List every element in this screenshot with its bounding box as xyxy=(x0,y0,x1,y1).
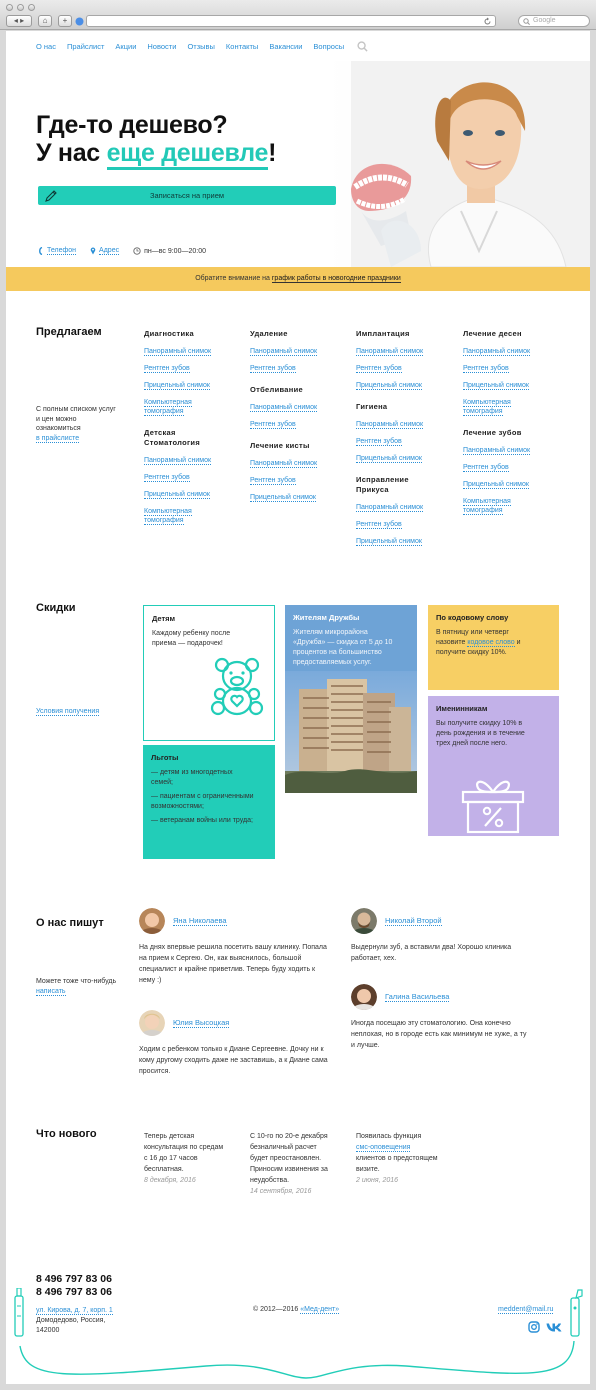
service-link[interactable] xyxy=(356,381,456,390)
review-text: Ходим с ребенком только к Диане Сергеевне. Дочку ни к xyxy=(139,1046,324,1053)
review-item xyxy=(351,908,561,964)
search-placeholder: Google xyxy=(533,17,556,24)
address-link[interactable] xyxy=(90,247,119,255)
service-link[interactable] xyxy=(250,493,350,502)
services-note xyxy=(36,405,116,443)
nav-item-prices[interactable]: Прайслист xyxy=(66,42,105,51)
news-text: клиентов о предстоящем xyxy=(356,1155,438,1162)
services-note-line: С полным списком услуг xyxy=(36,406,116,413)
opening-hours xyxy=(133,247,206,255)
avatar xyxy=(351,908,377,934)
review-text: На днях впервые решила посетить вашу клинику. Попала xyxy=(139,944,327,951)
review-text: кому другому сходить даже не заставишь, а к Диане сама xyxy=(139,1057,328,1064)
close-window-button[interactable] xyxy=(6,4,13,11)
service-category-title-line: Лечение зубов xyxy=(463,428,522,437)
footer-phone[interactable]: 8 496 797 83 06 xyxy=(36,1273,112,1285)
nav-item-vacancies[interactable]: Вакансии xyxy=(269,42,303,51)
maximize-window-button[interactable] xyxy=(28,4,35,11)
service-category-title xyxy=(356,329,456,339)
service-link-label: томография xyxy=(144,517,184,524)
services-note-line: и цен можно xyxy=(36,415,77,423)
service-link[interactable] xyxy=(250,476,350,485)
birthday-card-text: Вы получите скидку 10% в xyxy=(436,720,523,727)
service-link-label: Компьютерная xyxy=(463,498,511,505)
service-category-title-line: Детская xyxy=(144,428,176,437)
group-spacer xyxy=(144,533,244,537)
kids-card-text: Каждому ребенку после xyxy=(152,630,231,637)
footer-address-line: Домодедово, Россия, xyxy=(36,1317,106,1324)
service-link-label: Прицельный снимок xyxy=(144,491,210,498)
service-link[interactable] xyxy=(463,497,563,515)
service-link-label: Прицельный снимок xyxy=(463,382,529,389)
news-text: консультация по средам xyxy=(144,1144,224,1151)
service-link-label: Панорамный снимок xyxy=(463,348,531,355)
opening-hours-text: пн—вс 9:00—20:00 xyxy=(144,247,206,255)
review-text: Выдернули зуб, а вставили два! Хорошо клиника xyxy=(351,944,512,951)
service-link-label: Рентген зубов xyxy=(463,365,509,372)
review-text: на прием к Сергею. Он, как выяснилось, большой xyxy=(139,955,302,962)
service-link[interactable] xyxy=(463,381,563,390)
clock-icon xyxy=(133,247,141,255)
book-appointment-button[interactable] xyxy=(38,186,336,205)
service-link[interactable] xyxy=(144,456,244,465)
holiday-notice xyxy=(6,267,590,291)
sms-notifications-link[interactable]: смс-оповещения xyxy=(356,1144,411,1151)
home-button[interactable]: ⌂ xyxy=(38,15,52,27)
service-link[interactable] xyxy=(144,507,244,525)
review-item xyxy=(139,908,339,986)
service-link[interactable] xyxy=(144,381,244,390)
hero-title-exclamation: ! xyxy=(268,139,277,167)
group-spacer xyxy=(250,510,350,514)
birthday-card-text: день рождения и в течение xyxy=(436,730,525,737)
news-text: неудобства. xyxy=(250,1177,290,1184)
service-link-label: Панорамный снимок xyxy=(250,460,318,467)
news-text: Приносим извинения за xyxy=(250,1166,328,1173)
service-link-label: Панорамный снимок xyxy=(250,404,318,411)
news-date: 2 июня, 2016 xyxy=(356,1177,399,1184)
benefits-card-title: Льготы xyxy=(151,753,179,762)
services-title: Предлагаем xyxy=(36,326,102,338)
book-appointment-label: Записаться на прием xyxy=(149,191,225,200)
review-text: нему :) xyxy=(139,977,162,984)
nav-item-questions[interactable]: Вопросы xyxy=(313,42,345,51)
service-category-title xyxy=(250,329,350,339)
review-item xyxy=(139,1010,339,1077)
news-text: Появилась функция xyxy=(356,1133,422,1140)
hero-title xyxy=(36,111,276,167)
nav-item-reviews[interactable]: Отзывы xyxy=(187,42,215,51)
minimize-window-button[interactable] xyxy=(17,4,24,11)
reviewer-name[interactable]: Николай Второй xyxy=(385,916,442,925)
service-link[interactable] xyxy=(144,398,244,416)
web-page xyxy=(6,31,590,1384)
service-link-label: Прицельный снимок xyxy=(356,382,422,389)
avatar xyxy=(139,908,165,934)
service-category-title-line: Удаление xyxy=(250,329,288,338)
service-category-title xyxy=(463,329,563,339)
services-column xyxy=(144,329,244,537)
map-pin-icon xyxy=(90,247,96,255)
service-link-label: Панорамный снимок xyxy=(356,348,424,355)
service-link-label: Компьютерная xyxy=(463,399,511,406)
search-icon[interactable] xyxy=(357,41,368,52)
service-link-label: Рентген зубов xyxy=(356,521,402,528)
service-link-label: Панорамный снимок xyxy=(144,348,212,355)
phone-icon xyxy=(38,247,44,255)
service-category-title xyxy=(356,475,456,495)
globe-icon xyxy=(75,17,84,26)
service-link-label: Рентген зубов xyxy=(144,474,190,481)
district-card-text: предоставляемых услуг. xyxy=(293,659,372,666)
copyright-text: © 2012—2016 xyxy=(253,1306,301,1313)
window-controls xyxy=(6,4,35,11)
service-category-title xyxy=(250,441,350,451)
birthday-card-title: Именинникам xyxy=(436,704,488,713)
reviews-title: О нас пишут xyxy=(36,917,104,929)
holiday-schedule-link[interactable]: график работы в новогодние праздники xyxy=(271,275,401,282)
service-link-label: Прицельный снимок xyxy=(463,481,529,488)
service-link[interactable] xyxy=(144,473,244,482)
benefit-item: — пациентам с ограниченными xyxy=(151,793,254,800)
service-link[interactable] xyxy=(356,364,456,373)
service-link[interactable] xyxy=(250,347,350,356)
kids-discount-card[interactable] xyxy=(143,605,275,741)
review-text: просится. xyxy=(139,1068,171,1075)
service-category-title-line: Лечение кисты xyxy=(250,441,310,450)
hero-title-line2: У нас xyxy=(36,139,107,167)
benefit-item: семей; xyxy=(151,779,173,786)
news-text: с 16 до 17 часов xyxy=(144,1155,198,1162)
dental-drill-icon xyxy=(14,1288,28,1348)
benefit-item: возможностями; xyxy=(151,803,204,810)
service-link[interactable] xyxy=(463,446,563,455)
news-item xyxy=(250,1131,346,1195)
service-link-label: томография xyxy=(463,507,503,514)
service-link-label: томография xyxy=(463,408,503,415)
browser-search-field[interactable] xyxy=(518,15,590,27)
gift-icon xyxy=(460,774,526,834)
birthday-card-text: трех дней после него. xyxy=(436,740,508,747)
review-text: специалист и крайне приветлив. Теперь буду ходить к xyxy=(139,966,316,973)
news-text: С 10-го по 20-е декабря xyxy=(250,1133,328,1140)
avatar xyxy=(139,1010,165,1036)
service-category-title-line: Исправление xyxy=(356,475,409,484)
service-link-label: Рентген зубов xyxy=(144,365,190,372)
service-link-label: Компьютерная xyxy=(144,508,192,515)
service-category-title xyxy=(356,402,456,412)
services-column xyxy=(356,329,456,558)
news-text: бесплатная. xyxy=(144,1166,184,1173)
service-link[interactable] xyxy=(250,403,350,412)
codeword-link[interactable]: кодовое слово xyxy=(467,639,515,646)
reviewer-name[interactable]: Галина Васильева xyxy=(385,992,450,1001)
review-text: работает, хех. xyxy=(351,955,397,962)
group-spacer xyxy=(356,554,456,558)
service-link-label: томография xyxy=(144,408,184,415)
service-link-label: Рентген зубов xyxy=(356,365,402,372)
service-link-label: Рентген зубов xyxy=(356,438,402,445)
service-link[interactable] xyxy=(250,459,350,468)
discount-conditions-link[interactable]: Условия получения xyxy=(36,708,100,715)
news-date: 8 декабря, 2016 xyxy=(144,1177,196,1184)
company-link[interactable]: «Мед-дент» xyxy=(300,1306,340,1313)
service-category-title-line: Имплантация xyxy=(356,329,410,338)
notice-text: Обратите внимание на xyxy=(195,275,272,282)
hero-banner xyxy=(6,61,590,267)
service-link-label: Рентген зубов xyxy=(463,464,509,471)
main-nav xyxy=(36,42,344,51)
service-link[interactable] xyxy=(356,454,456,463)
hero-title-accent: еще дешевле xyxy=(107,139,269,170)
service-link-label: Панорамный снимок xyxy=(144,457,212,464)
news-text: визите. xyxy=(356,1166,380,1173)
service-category-title xyxy=(250,385,350,395)
teddy-bear-icon xyxy=(206,656,268,718)
service-category-title-line: Лечение десен xyxy=(463,329,522,338)
email-link[interactable]: meddent@mail.ru xyxy=(498,1306,554,1313)
service-link-label: Прицельный снимок xyxy=(144,382,210,389)
service-category-title-line: Отбеливание xyxy=(250,385,303,394)
service-link-label: Рентген зубов xyxy=(250,365,296,372)
services-column xyxy=(463,329,563,527)
benefit-item: — детям из многодетных xyxy=(151,769,233,776)
phone-link[interactable] xyxy=(38,247,76,255)
reviews-note xyxy=(36,977,116,996)
reviewer-name[interactable]: Юлия Высоцкая xyxy=(173,1018,230,1027)
dental-handpiece-icon xyxy=(564,1288,584,1348)
service-category-title xyxy=(144,329,244,339)
service-link-label: Панорамный снимок xyxy=(463,447,531,454)
benefit-item: — ветеранам войны или труда; xyxy=(151,817,253,824)
address-link-label: Адрес xyxy=(99,247,120,254)
service-link[interactable] xyxy=(144,347,244,356)
service-category-title-line: Прикуса xyxy=(356,485,389,494)
district-card-text: процентов на большинство xyxy=(293,649,382,656)
service-link[interactable] xyxy=(356,347,456,356)
review-text: и лучше. xyxy=(351,1042,380,1049)
service-link[interactable] xyxy=(463,463,563,472)
review-text: Иногда посещаю эту стоматологию. Она конечно xyxy=(351,1020,511,1027)
news-text: Теперь детская xyxy=(144,1133,195,1140)
nav-item-promos[interactable]: Акции xyxy=(115,42,137,51)
nav-item-news[interactable]: Новости xyxy=(147,42,177,51)
dentist-photo xyxy=(351,61,590,267)
news-text: будет преостановлен. xyxy=(250,1155,322,1162)
hero-title-line1: Где-то дешево? xyxy=(36,111,228,139)
service-link[interactable] xyxy=(356,537,456,546)
service-link[interactable] xyxy=(356,520,456,529)
back-forward-buttons[interactable]: ◂ ▸ xyxy=(6,15,32,27)
apartment-buildings-photo xyxy=(285,671,417,793)
service-link[interactable] xyxy=(144,490,244,499)
district-card-title: Жителям Дружбы xyxy=(293,613,360,622)
service-link[interactable] xyxy=(356,503,456,512)
news-date: 14 сентября, 2016 xyxy=(250,1188,312,1195)
footer-address-line: 142000 xyxy=(36,1327,60,1334)
reviews-note-text: Можете тоже что-нибудь xyxy=(36,978,117,985)
write-review-link[interactable]: написать xyxy=(36,987,66,995)
district-card-text: «Дружба» — скидка от 5 до 10 xyxy=(293,639,393,646)
reload-icon[interactable] xyxy=(483,17,492,26)
codeword-card-text: получите скидку 10%. xyxy=(436,649,507,656)
district-card-text: Жителям микрорайона xyxy=(293,629,368,636)
service-category-title-line: Гигиена xyxy=(356,402,388,411)
service-category-title xyxy=(144,428,244,448)
news-item xyxy=(356,1131,452,1184)
service-link-label: Прицельный снимок xyxy=(250,494,316,501)
service-link-label: Прицельный снимок xyxy=(356,455,422,462)
birthday-discount-card[interactable] xyxy=(428,696,559,836)
service-category-title xyxy=(463,428,563,438)
service-link-label: Рентген зубов xyxy=(250,477,296,484)
avatar xyxy=(351,984,377,1010)
pricelist-link[interactable]: в прайслисте xyxy=(36,434,80,442)
codeword-card-text: и xyxy=(514,639,521,646)
news-title: Что нового xyxy=(36,1128,97,1140)
district-discount-card[interactable] xyxy=(285,605,417,793)
service-link[interactable] xyxy=(144,364,244,373)
service-link-label: Панорамный снимок xyxy=(356,504,424,511)
service-link[interactable] xyxy=(250,364,350,373)
service-category-title-line: Стоматология xyxy=(144,438,201,447)
address-bar[interactable] xyxy=(86,15,496,27)
service-link-label: Панорамный снимок xyxy=(250,348,318,355)
service-link-label: Компьютерная xyxy=(144,399,192,406)
reviewer-name[interactable]: Яна Николаева xyxy=(173,916,227,925)
service-link[interactable] xyxy=(463,364,563,373)
services-column xyxy=(250,329,350,514)
kids-card-text: приема — подарочек! xyxy=(152,640,223,647)
footer-phone[interactable]: 8 496 797 83 06 xyxy=(36,1286,112,1298)
search-icon xyxy=(523,18,530,25)
review-text: неплохая, но в городе есть как минимум не хуже, а ту xyxy=(351,1031,527,1038)
nav-item-about[interactable]: О нас xyxy=(36,42,56,51)
service-category-title-line: Диагностика xyxy=(144,329,194,338)
benefits-discount-card[interactable] xyxy=(143,745,275,859)
service-link-label: Рентген зубов xyxy=(250,421,296,428)
service-link[interactable] xyxy=(356,420,456,429)
service-link[interactable] xyxy=(463,398,563,416)
review-item xyxy=(351,984,561,1051)
codeword-card-text: В пятницу или четверг xyxy=(436,629,509,636)
phone-link-label: Телефон xyxy=(47,247,77,254)
service-link-label: Панорамный снимок xyxy=(356,421,424,428)
hero-contacts xyxy=(38,247,206,255)
service-link[interactable] xyxy=(250,420,350,429)
news-text: безналичный расчет xyxy=(250,1144,317,1151)
address-map-link[interactable]: ул. Кирова, д. 7, корп. 1 xyxy=(36,1307,113,1314)
services-note-line: ознакомиться xyxy=(36,425,81,432)
kids-card-title: Детям xyxy=(152,614,176,623)
new-tab-button[interactable]: + xyxy=(58,15,72,27)
news-item xyxy=(144,1131,240,1184)
service-link[interactable] xyxy=(356,437,456,446)
discounts-title: Скидки xyxy=(36,602,76,614)
service-link[interactable] xyxy=(463,347,563,356)
service-link[interactable] xyxy=(463,480,563,489)
service-link-label: Прицельный снимок xyxy=(356,538,422,545)
nav-item-contacts[interactable]: Контакты xyxy=(225,42,259,51)
codeword-card-title: По кодовому слову xyxy=(436,613,509,622)
browser-toolbar xyxy=(0,0,596,30)
pencil-icon xyxy=(44,189,58,203)
codeword-discount-card[interactable] xyxy=(428,605,559,690)
footer-decoration xyxy=(6,1286,590,1384)
group-spacer xyxy=(463,523,563,527)
codeword-card-text: назовите xyxy=(436,639,468,646)
